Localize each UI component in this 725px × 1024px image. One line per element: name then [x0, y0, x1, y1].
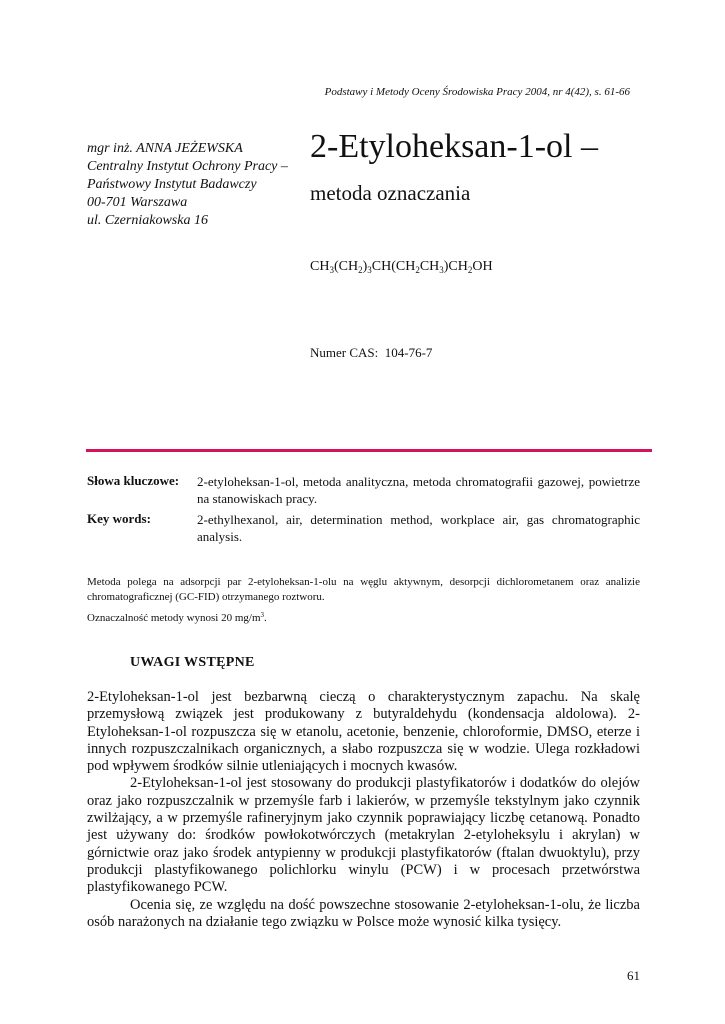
author-address-line: ul. Czerniakowska 16: [87, 213, 208, 228]
journal-citation: Podstawy i Metody Oceny Środowiska Pracy 2004, nr 4(42), s. 61-66: [324, 86, 630, 98]
formula-subscript: 2: [415, 265, 420, 275]
chemical-formula: [310, 259, 493, 275]
paragraph: Ocenia się, ze względu na dość powszechne stosowanie 2-etyloheksan-1-olu, że liczba osób narażonych na działanie tego związku w Polsce może wynosić kilka tysięcy.: [87, 896, 640, 930]
formula-subscript: 3: [439, 265, 444, 275]
cas-number: [310, 345, 432, 361]
formula-part: CH: [310, 259, 330, 274]
keywords-en-text: 2-ethylhexanol, air, determination method, workplace air, gas chromatographic analysis.: [197, 512, 640, 544]
cas-value: 104-76-7: [384, 345, 433, 360]
body-text: [87, 689, 640, 931]
abstract-text: Metoda polega na adsorpcji par 2-etyloheksan-1-olu na węglu aktywnym, desorpcji dichlorometanem oraz analizie chromatograficznej (GC-FID) otrzymanego roztworu.: [87, 576, 640, 603]
limit-text: Oznaczalność metody wynosi 20 mg/m: [87, 612, 261, 624]
limit-end: .: [264, 612, 267, 624]
formula-part: ): [362, 259, 368, 274]
formula-subscript: 3: [329, 265, 334, 275]
author-block: [87, 140, 302, 230]
keywords-pl-label: Słowa kluczowe:: [87, 473, 180, 488]
formula-subscript: 2: [467, 265, 473, 275]
keywords-pl-text: 2-etyloheksan-1-ol, metoda analityczna, metoda chromatografii gazowej, powietrze na stanowiskach pracy.: [197, 474, 640, 506]
keywords-en-label: Key words:: [87, 511, 151, 526]
author-affiliation-line: Państwowy Instytut Badawczy: [87, 177, 257, 192]
page-number: 61: [627, 968, 640, 983]
formula-part: CH: [419, 259, 440, 274]
paragraph: 2-Etyloheksan-1-ol jest stosowany do produkcji plastyfikatorów i dodatków do olejów oraz jako rozpuszczalnik w przemyśle farb i lakierów, w przemyśle tekstylnym jako czynnik zwilżający, a w przemyśle rafineryjnym jako czynnik poprawiający liczbę cetanową. Ponadto jest używany do: środków powłokotwórczych (metakrylan 2-etyloheksylu i akrylan) w górnictwie oraz jako środek antypienny w produkcji plastyfikatorów (ftalan dwuoktylu), przy produkcji plastyfikowanego polichlorku winylu (PCW) i w procesach przetwórstwa plastyfikowanego PCW.: [87, 775, 640, 896]
section-heading: UWAGI WSTĘPNE: [130, 655, 255, 670]
article-title: 2-Etyloheksan-1-ol –: [310, 128, 598, 165]
cas-label: Numer CAS:: [310, 345, 379, 360]
paragraph: 2-Etyloheksan-1-ol jest bezbarwną cieczą o charakterystycznym zapachu. Na skalę przemysłową związek jest produkowany z butyraldehydu (kondensacja aldolowa). 2-Etyloheksan-1-ol rozpuszcza się w etanolu, acetonie, benzenie, chloroformie, DMSO, eterze i innych rozpuszczalnikach organicznych, a słabo rozpuszcza się w wodzie. Ulega rozkładowi pod wpływem środków silnie utleniających i mocnych kwasów.: [87, 689, 640, 775]
author-address-line: 00-701 Warszawa: [87, 195, 188, 210]
quantification-limit: [87, 611, 640, 626]
formula-part: CH(CH: [371, 259, 416, 274]
formula-subscript: 2: [358, 265, 363, 275]
formula-part: OH: [472, 259, 493, 274]
formula-subscript: 3: [367, 265, 372, 275]
author-name: mgr inż. ANNA JEŻEWSKA: [87, 141, 243, 156]
limit-unit-exponent: 3: [260, 611, 265, 619]
formula-part: )CH: [443, 259, 468, 274]
article-subtitle: metoda oznaczania: [310, 181, 471, 205]
author-affiliation-line: Centralny Instytut Ochrony Pracy –: [87, 159, 288, 174]
section-divider: [86, 449, 652, 452]
formula-part: (CH: [333, 259, 359, 274]
